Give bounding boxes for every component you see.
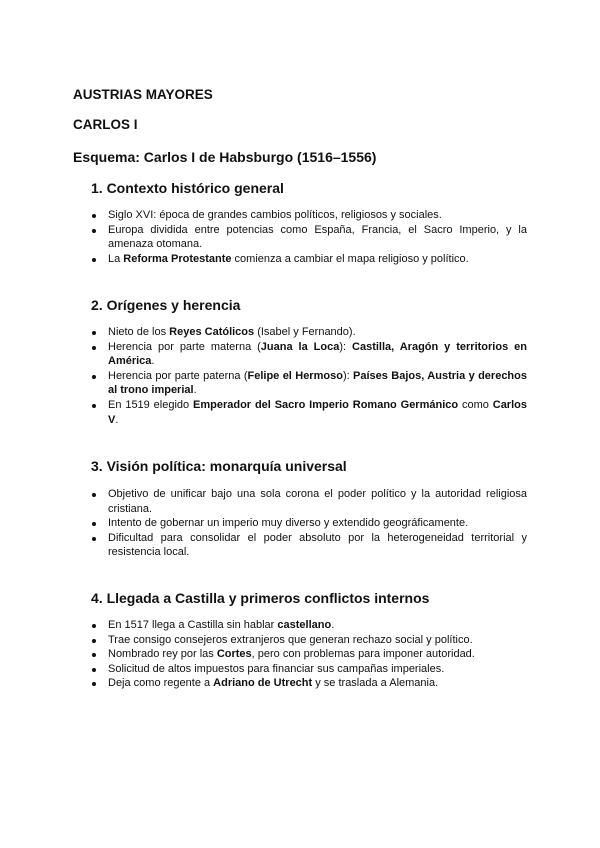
- list-item: [91, 325, 527, 340]
- text: (Isabel y Fernando).: [254, 326, 356, 338]
- text: Dificultad para consolidar el poder absoluto por la heterogeneidad territorial y resistencia local.: [108, 531, 527, 559]
- list-item: [91, 531, 527, 560]
- list-item: [91, 252, 527, 267]
- text: .: [151, 355, 155, 368]
- text: .: [193, 384, 197, 397]
- section-heading-origins: 2. Orígenes y herencia: [91, 297, 241, 313]
- list-item: [91, 676, 527, 691]
- text: Herencia por parte paterna (: [108, 369, 248, 382]
- list-item: [91, 398, 527, 427]
- document-title: AUSTRIAS MAYORES: [73, 87, 213, 102]
- text: En 1519 elegido: [108, 398, 194, 411]
- document-subtitle: CARLOS I: [73, 117, 138, 132]
- text: , pero con problemas para imponer autoridad.: [251, 648, 475, 661]
- bullet-list-political-vision: [91, 487, 527, 560]
- bold-text: castellano: [277, 619, 332, 631]
- bold-text: Felipe el Hermoso: [247, 369, 343, 382]
- text: como: [458, 398, 493, 411]
- list-item: [91, 340, 527, 369]
- text: Objetivo de unificar bajo una sola corona el poder político y la autoridad religiosa cristiana.: [108, 488, 527, 515]
- scheme-title: Esquema: Carlos I de Habsburgo (1516–1556): [73, 149, 377, 165]
- text: Siglo XVI: época de grandes cambios políticos, religiosos y sociales.: [108, 209, 442, 221]
- bullet-list-arrival-castilla: [91, 618, 527, 691]
- bold-text: Países Bajos, Austria y derechos al trono imperial: [108, 369, 527, 397]
- text: ):: [342, 369, 354, 382]
- bullet-list-context: [91, 208, 527, 266]
- list-item: [91, 208, 527, 223]
- bold-text: Juana la Loca: [260, 340, 340, 353]
- text: y se traslada a Alemania.: [312, 677, 439, 690]
- text: La: [108, 252, 124, 265]
- bold-text: Reyes Católicos: [169, 326, 255, 338]
- text: Intento de gobernar un imperio muy diverso y extendido geográficamente.: [108, 517, 469, 530]
- text: Solicitud de altos impuestos para financiar sus campañas imperiales.: [108, 662, 445, 675]
- list-item: [91, 662, 527, 677]
- text: Deja como regente a: [108, 677, 214, 690]
- text: Europa dividida entre potencias como España, Francia, el Sacro Imperio, y la amenaza otomana.: [108, 223, 527, 251]
- text: Nieto de los: [108, 326, 170, 338]
- list-item: [91, 487, 527, 516]
- text: Herencia por parte materna (: [108, 340, 261, 353]
- text: En 1517 llega a Castilla sin hablar: [108, 619, 278, 631]
- text: comienza a cambiar el mapa religioso y político.: [231, 252, 469, 265]
- list-item: [91, 516, 527, 531]
- text: .: [115, 413, 119, 426]
- bold-text: Adriano de Utrecht: [213, 677, 313, 690]
- text: .: [331, 619, 335, 631]
- list-item: [91, 647, 527, 662]
- list-item: [91, 369, 527, 398]
- bold-text: Carlos V: [108, 398, 527, 426]
- bold-text: Cortes: [216, 648, 252, 661]
- bold-text: Castilla, Aragón y territorios en América: [108, 340, 527, 368]
- bold-text: Reforma Protestante: [123, 252, 232, 265]
- list-item: [91, 618, 527, 633]
- bullet-list-origins: [91, 325, 527, 427]
- text: ):: [339, 340, 353, 353]
- bold-text: Emperador del Sacro Imperio Romano Germánico: [193, 398, 459, 411]
- text: Trae consigo consejeros extranjeros que generan rechazo social y político.: [108, 633, 473, 646]
- section-heading-political-vision: 3. Visión política: monarquía universal: [91, 458, 347, 474]
- list-item: [91, 633, 527, 648]
- list-item: [91, 223, 527, 252]
- section-heading-arrival-castilla: 4. Llegada a Castilla y primeros conflictos internos: [91, 590, 430, 606]
- text: Nombrado rey por las: [108, 648, 217, 661]
- section-heading-context: 1. Contexto histórico general: [91, 180, 284, 196]
